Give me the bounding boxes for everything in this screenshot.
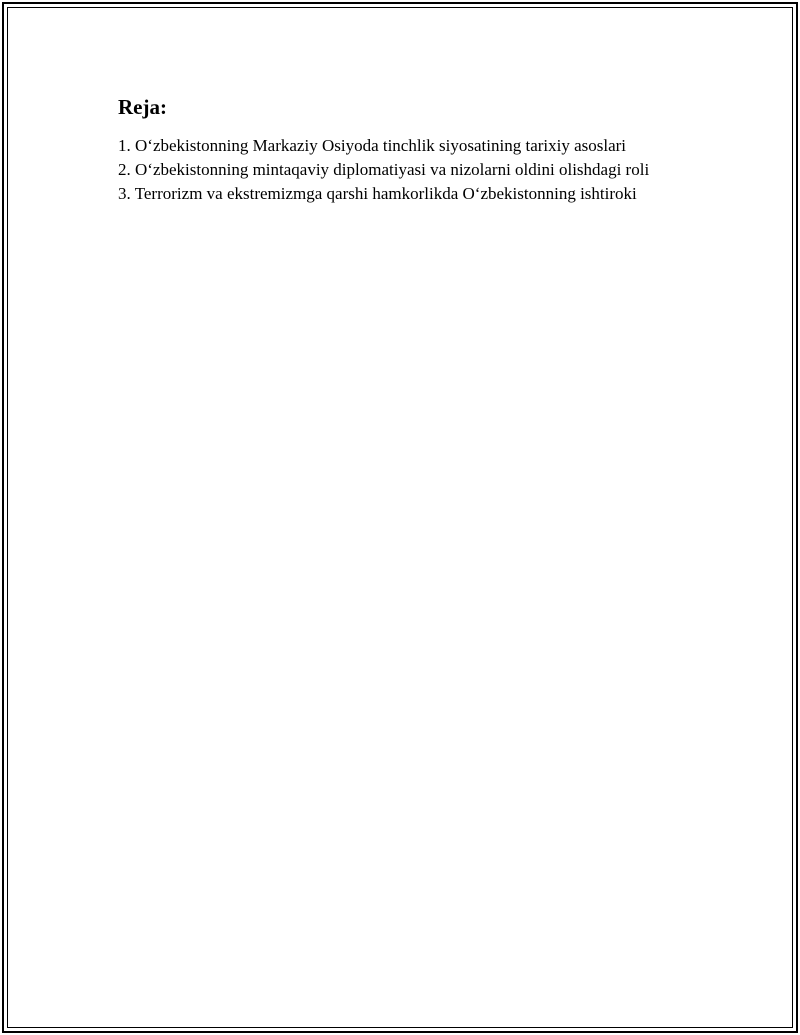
plan-item-1: 1. O‘zbekistonning Markaziy Osiyoda tinchlik siyosatining tarixiy asoslari: [118, 136, 627, 155]
plan-heading: Reja:: [118, 95, 167, 119]
plan-item-2: 2. O‘zbekistonning mintaqaviy diplomatiyasi va nizolarni oldini olishdagi roli: [118, 160, 650, 179]
plan-item-3: 3. Terrorizm va ekstremizmga qarshi hamkorlikda O‘zbekistonning ishtiroki: [118, 184, 637, 203]
document-content: [118, 94, 688, 206]
plan-list: [118, 134, 688, 206]
